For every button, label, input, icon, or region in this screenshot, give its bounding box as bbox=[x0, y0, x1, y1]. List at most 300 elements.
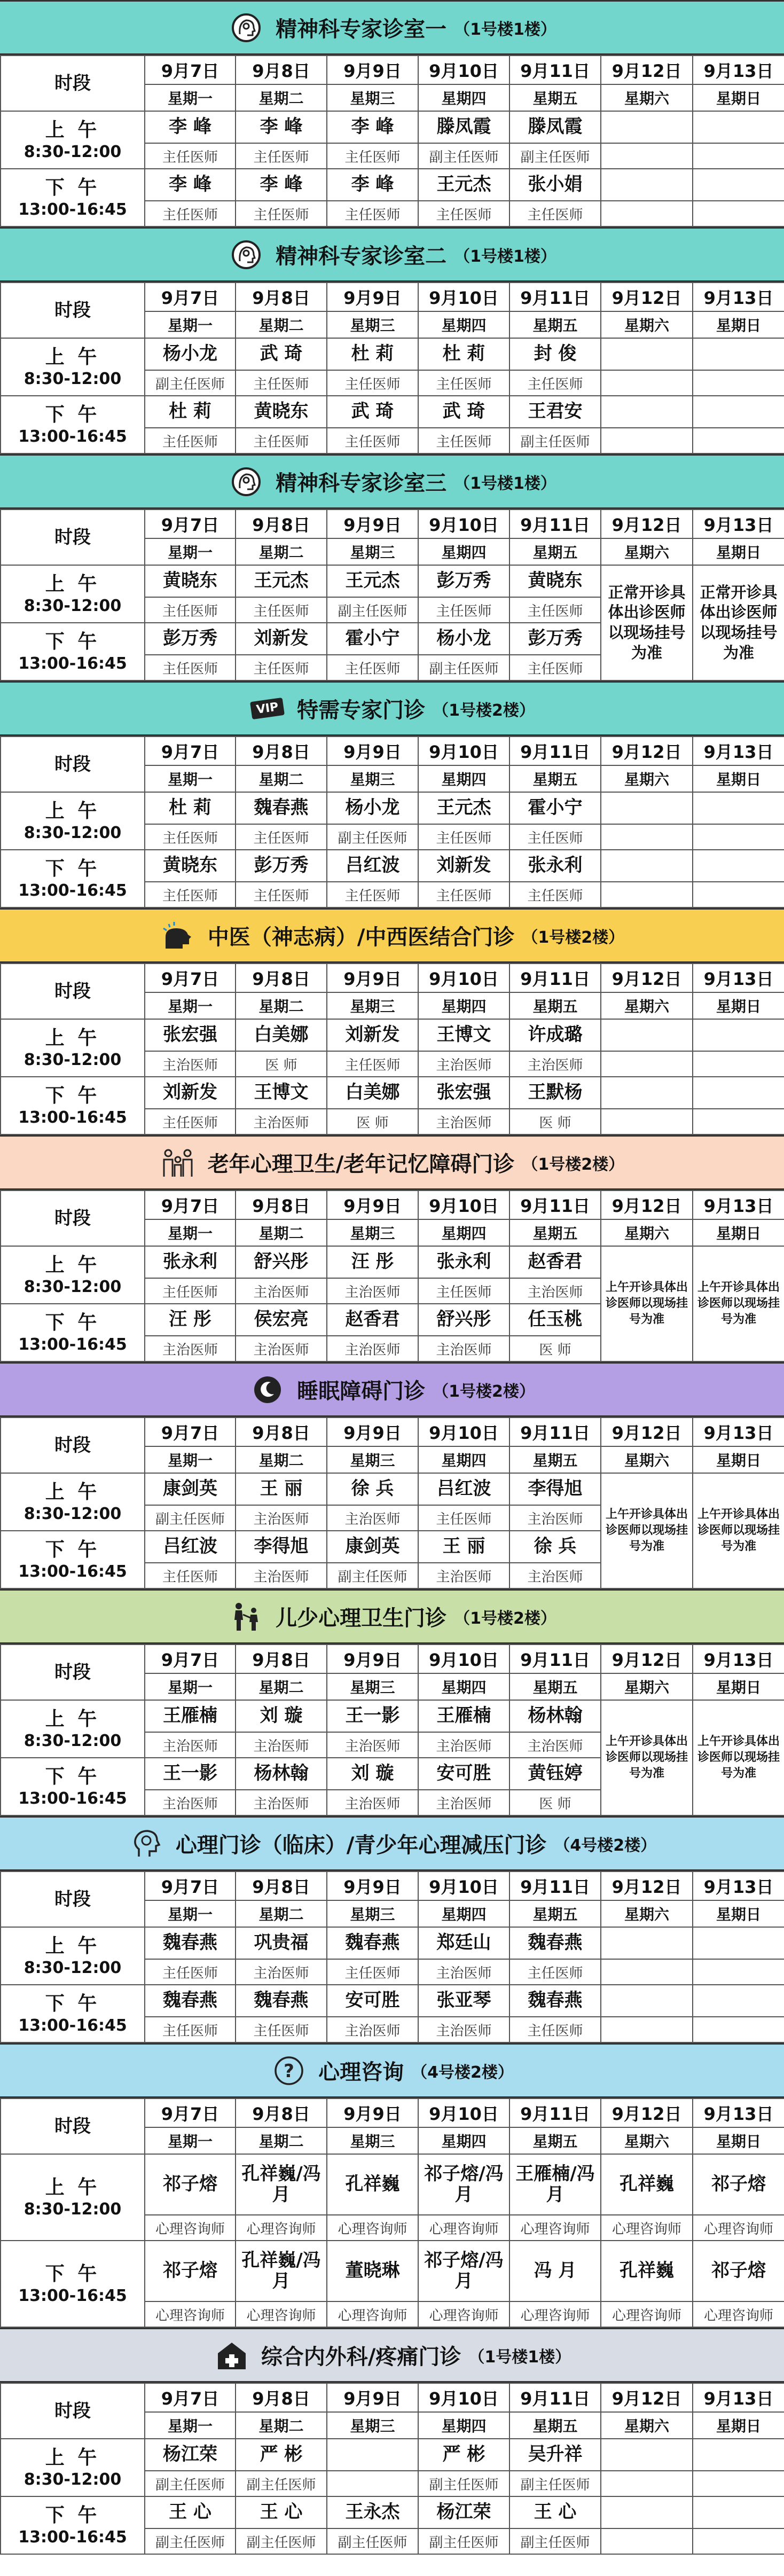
section-title: 综合内外科/疼痛门诊 bbox=[261, 2345, 461, 2369]
afternoon-period bbox=[1, 1758, 145, 1815]
doctor-name: 杜 莉 bbox=[327, 338, 418, 370]
medical-kit-icon bbox=[213, 2339, 250, 2371]
weekday-cell: 星期六 bbox=[601, 2412, 693, 2439]
weekday-cell: 星期二 bbox=[236, 1673, 327, 1700]
doctor-name: 安可胜 bbox=[327, 1985, 418, 2017]
doctor-name: 孔祥巍 bbox=[601, 2154, 693, 2215]
morning-period bbox=[1, 338, 145, 396]
weekday-cell: 星期一 bbox=[145, 2127, 236, 2154]
doctor-title: 医 师 bbox=[509, 1790, 601, 1815]
doctor-title bbox=[601, 370, 693, 396]
doctor-name: 祁子熔 bbox=[145, 2154, 236, 2215]
date-cell: 9月12日 bbox=[601, 737, 693, 765]
doctor-title: 主治医师 bbox=[509, 1505, 601, 1531]
date-cell: 9月10日 bbox=[418, 1872, 509, 1900]
doctor-title: 主治医师 bbox=[145, 1051, 236, 1077]
morning-period bbox=[1, 1473, 145, 1531]
doctor-name bbox=[693, 792, 784, 824]
doctor-title bbox=[601, 2471, 693, 2496]
doctor-title: 主任医师 bbox=[145, 1278, 236, 1304]
weekday-cell: 星期三 bbox=[327, 84, 418, 111]
doctor-title: 主治医师 bbox=[327, 1790, 418, 1815]
morning-period bbox=[1, 792, 145, 850]
doctor-name: 王博文 bbox=[418, 1019, 509, 1051]
period-name: 上 午 bbox=[45, 1708, 100, 1730]
doctor-name: 彭万秀 bbox=[418, 565, 509, 597]
head-icon bbox=[228, 239, 265, 271]
date-cell: 9月7日 bbox=[145, 1418, 236, 1446]
section-location: （1号楼2楼） bbox=[433, 701, 535, 720]
clinic-section bbox=[0, 227, 784, 454]
doctor-title: 主治医师 bbox=[509, 1278, 601, 1304]
doctor-title: 主治医师 bbox=[327, 1336, 418, 1361]
doctor-name: 李 峰 bbox=[236, 169, 327, 201]
afternoon-period bbox=[1, 169, 145, 226]
doctor-title: 主任医师 bbox=[509, 597, 601, 623]
date-cell: 9月10日 bbox=[418, 56, 509, 84]
weekday-cell: 星期五 bbox=[509, 2127, 601, 2154]
doctor-title: 副主任医师 bbox=[327, 824, 418, 850]
section-title: 儿少心理卫生门诊 bbox=[276, 1606, 447, 1631]
weekday-cell: 星期三 bbox=[327, 1446, 418, 1473]
weekday-cell: 星期三 bbox=[327, 311, 418, 338]
doctor-name bbox=[601, 2439, 693, 2471]
date-cell: 9月9日 bbox=[327, 1191, 418, 1219]
doctor-title bbox=[327, 2471, 418, 2496]
doctor-title: 主任医师 bbox=[236, 597, 327, 623]
section-location: （1号楼1楼） bbox=[454, 20, 556, 39]
period-time: 13:00-16:45 bbox=[18, 2016, 127, 2035]
doctor-name: 巩贵福 bbox=[236, 1927, 327, 1959]
doctor-title bbox=[693, 370, 784, 396]
doctor-name: 彭万秀 bbox=[509, 623, 601, 655]
period-time: 8:30-12:00 bbox=[23, 823, 122, 842]
date-cell: 9月8日 bbox=[236, 1191, 327, 1219]
date-cell: 9月13日 bbox=[693, 2099, 784, 2127]
doctor-title: 主任医师 bbox=[509, 882, 601, 907]
doctor-title: 主任医师 bbox=[145, 201, 236, 226]
doctor-name: 汪 彤 bbox=[145, 1304, 236, 1336]
doctor-name: 刘 璇 bbox=[236, 1700, 327, 1732]
doctor-name: 严 彬 bbox=[418, 2439, 509, 2471]
doctor-title: 心理咨询师 bbox=[693, 2301, 784, 2327]
doctor-title bbox=[601, 1109, 693, 1134]
date-cell: 9月7日 bbox=[145, 964, 236, 992]
period-name: 上 午 bbox=[45, 119, 100, 141]
period-name: 下 午 bbox=[45, 1992, 100, 2015]
weekday-cell: 星期一 bbox=[145, 1219, 236, 1246]
doctor-title: 主任医师 bbox=[509, 2017, 601, 2042]
afternoon-period bbox=[1, 2241, 145, 2327]
date-cell: 9月7日 bbox=[145, 2383, 236, 2412]
doctor-name: 许成璐 bbox=[509, 1019, 601, 1051]
child-icon bbox=[228, 1601, 265, 1633]
afternoon-period bbox=[1, 1985, 145, 2042]
weekend-note: 上午开诊具体出诊医师以现场挂号为准 bbox=[601, 1700, 693, 1815]
schedule-table bbox=[0, 2098, 784, 2328]
date-cell: 9月13日 bbox=[693, 964, 784, 992]
period-name: 上 午 bbox=[45, 1027, 100, 1049]
doctor-title: 副主任医师 bbox=[509, 428, 601, 453]
period-header: 时段 bbox=[1, 283, 145, 338]
doctor-name: 王君安 bbox=[509, 396, 601, 428]
section-location: （1号楼2楼） bbox=[454, 1609, 556, 1628]
doctor-name: 李 峰 bbox=[327, 111, 418, 143]
morning-period bbox=[1, 2154, 145, 2241]
doctor-title: 副主任医师 bbox=[145, 370, 236, 396]
weekday-cell: 星期日 bbox=[693, 1673, 784, 1700]
date-cell: 9月7日 bbox=[145, 510, 236, 538]
doctor-name bbox=[601, 169, 693, 201]
period-name: 上 午 bbox=[45, 1481, 100, 1503]
doctor-title: 主治医师 bbox=[236, 1505, 327, 1531]
weekday-cell: 星期一 bbox=[145, 1673, 236, 1700]
doctor-name: 祁子熔 bbox=[693, 2241, 784, 2301]
clinic-section bbox=[0, 1135, 784, 1362]
doctor-name bbox=[601, 792, 693, 824]
date-cell: 9月9日 bbox=[327, 2383, 418, 2412]
morning-period bbox=[1, 1927, 145, 1985]
section-header bbox=[0, 454, 784, 509]
section-header bbox=[0, 2043, 784, 2098]
section-header bbox=[0, 0, 784, 55]
doctor-name: 康剑英 bbox=[145, 1473, 236, 1505]
weekday-cell: 星期六 bbox=[601, 992, 693, 1019]
doctor-title: 主任医师 bbox=[509, 824, 601, 850]
doctor-title bbox=[601, 2528, 693, 2554]
afternoon-period bbox=[1, 2496, 145, 2554]
weekday-cell: 星期二 bbox=[236, 84, 327, 111]
doctor-title: 主任医师 bbox=[327, 143, 418, 169]
doctor-name: 汪 彤 bbox=[327, 1246, 418, 1278]
doctor-name: 王永杰 bbox=[327, 2496, 418, 2528]
doctor-title: 副主任医师 bbox=[145, 1505, 236, 1531]
weekday-cell: 星期六 bbox=[601, 1446, 693, 1473]
weekday-cell: 星期六 bbox=[601, 2127, 693, 2154]
doctor-title: 心理咨询师 bbox=[509, 2301, 601, 2327]
doctor-title: 主治医师 bbox=[327, 2017, 418, 2042]
section-location: （4号楼2楼） bbox=[554, 1836, 657, 1855]
date-cell: 9月8日 bbox=[236, 510, 327, 538]
schedule-table bbox=[0, 736, 784, 908]
doctor-title bbox=[601, 1051, 693, 1077]
doctor-name: 李得旭 bbox=[509, 1473, 601, 1505]
doctor-name: 吕红波 bbox=[145, 1531, 236, 1563]
doctor-title: 副主任医师 bbox=[418, 655, 509, 680]
period-header: 时段 bbox=[1, 737, 145, 792]
doctor-title: 主任医师 bbox=[509, 201, 601, 226]
doctor-name: 赵香君 bbox=[509, 1246, 601, 1278]
doctor-title: 主任医师 bbox=[418, 428, 509, 453]
morning-period bbox=[1, 1246, 145, 1304]
section-header bbox=[0, 1589, 784, 1644]
period-time: 13:00-16:45 bbox=[18, 2527, 127, 2547]
period-header: 时段 bbox=[1, 510, 145, 565]
doctor-title: 主任医师 bbox=[145, 824, 236, 850]
doctor-name: 刘 璇 bbox=[327, 1758, 418, 1790]
doctor-name: 王元杰 bbox=[327, 565, 418, 597]
date-cell: 9月7日 bbox=[145, 283, 236, 311]
doctor-name: 侯宏亮 bbox=[236, 1304, 327, 1336]
doctor-name: 黄晓东 bbox=[236, 396, 327, 428]
doctor-title: 主治医师 bbox=[418, 1563, 509, 1588]
date-cell: 9月13日 bbox=[693, 283, 784, 311]
weekday-cell: 星期三 bbox=[327, 1900, 418, 1927]
doctor-name: 徐 兵 bbox=[509, 1531, 601, 1563]
weekday-cell: 星期五 bbox=[509, 84, 601, 111]
weekday-cell: 星期三 bbox=[327, 765, 418, 792]
date-cell: 9月12日 bbox=[601, 56, 693, 84]
doctor-name: 王一影 bbox=[145, 1758, 236, 1790]
doctor-title: 心理咨询师 bbox=[601, 2215, 693, 2241]
weekday-cell: 星期五 bbox=[509, 1900, 601, 1927]
weekend-note: 上午开诊具体出诊医师以现场挂号为准 bbox=[601, 1473, 693, 1588]
date-cell: 9月13日 bbox=[693, 56, 784, 84]
head-icon bbox=[228, 12, 265, 44]
section-location: （4号楼2楼） bbox=[411, 2063, 514, 2082]
doctor-name: 李 峰 bbox=[327, 169, 418, 201]
doctor-name: 康剑英 bbox=[327, 1531, 418, 1563]
doctor-title bbox=[601, 428, 693, 453]
clinic-section bbox=[0, 1362, 784, 1589]
doctor-name bbox=[693, 169, 784, 201]
doctor-name: 彭万秀 bbox=[236, 850, 327, 882]
doctor-title: 副主任医师 bbox=[418, 2528, 509, 2554]
doctor-name: 吕红波 bbox=[327, 850, 418, 882]
doctor-title bbox=[693, 428, 784, 453]
doctor-name: 白美娜 bbox=[236, 1019, 327, 1051]
clinic-section bbox=[0, 1816, 784, 2043]
doctor-name: 黄晓东 bbox=[509, 565, 601, 597]
doctor-title: 主任医师 bbox=[418, 370, 509, 396]
doctor-name: 张宏强 bbox=[418, 1077, 509, 1109]
date-cell: 9月7日 bbox=[145, 737, 236, 765]
doctor-title: 心理咨询师 bbox=[601, 2301, 693, 2327]
doctor-name: 祁子熔/冯 月 bbox=[418, 2154, 509, 2215]
doctor-name: 杜 莉 bbox=[145, 396, 236, 428]
doctor-title: 主治医师 bbox=[145, 1336, 236, 1361]
doctor-name: 杨小龙 bbox=[327, 792, 418, 824]
doctor-title: 主治医师 bbox=[509, 1732, 601, 1758]
doctor-title bbox=[693, 2528, 784, 2554]
doctor-title: 副主任医师 bbox=[236, 2528, 327, 2554]
doctor-name: 王 心 bbox=[236, 2496, 327, 2528]
period-name: 下 午 bbox=[45, 1311, 100, 1334]
doctor-title: 主治医师 bbox=[236, 1732, 327, 1758]
date-cell: 9月13日 bbox=[693, 1418, 784, 1446]
date-cell: 9月11日 bbox=[509, 283, 601, 311]
weekday-cell: 星期日 bbox=[693, 1900, 784, 1927]
doctor-title: 副主任医师 bbox=[509, 2471, 601, 2496]
doctor-title bbox=[693, 143, 784, 169]
doctor-name bbox=[327, 2439, 418, 2471]
schedule-table bbox=[0, 2383, 784, 2555]
doctor-title: 主治医师 bbox=[327, 1732, 418, 1758]
date-cell: 9月9日 bbox=[327, 1418, 418, 1446]
clinic-section bbox=[0, 2328, 784, 2555]
date-cell: 9月13日 bbox=[693, 510, 784, 538]
section-header bbox=[0, 227, 784, 282]
weekday-cell: 星期二 bbox=[236, 538, 327, 565]
period-name: 上 午 bbox=[45, 1935, 100, 1957]
section-header bbox=[0, 2328, 784, 2383]
doctor-name: 武 琦 bbox=[327, 396, 418, 428]
period-name: 下 午 bbox=[45, 1765, 100, 1788]
doctor-name: 安可胜 bbox=[418, 1758, 509, 1790]
date-cell: 9月9日 bbox=[327, 56, 418, 84]
weekday-cell: 星期二 bbox=[236, 2127, 327, 2154]
date-cell: 9月9日 bbox=[327, 2099, 418, 2127]
period-time: 13:00-16:45 bbox=[18, 1108, 127, 1127]
doctor-name: 杜 莉 bbox=[145, 792, 236, 824]
section-header bbox=[0, 1135, 784, 1190]
date-cell: 9月9日 bbox=[327, 510, 418, 538]
date-cell: 9月12日 bbox=[601, 1872, 693, 1900]
doctor-name: 王元杰 bbox=[236, 565, 327, 597]
doctor-name: 武 琦 bbox=[418, 396, 509, 428]
doctor-title: 主任医师 bbox=[327, 1959, 418, 1985]
period-header: 时段 bbox=[1, 2099, 145, 2154]
date-cell: 9月8日 bbox=[236, 737, 327, 765]
weekday-cell: 星期一 bbox=[145, 765, 236, 792]
doctor-title bbox=[693, 1109, 784, 1134]
doctor-title: 心理咨询师 bbox=[327, 2301, 418, 2327]
date-cell: 9月8日 bbox=[236, 2383, 327, 2412]
doctor-name bbox=[693, 338, 784, 370]
schedule-table bbox=[0, 1417, 784, 1589]
doctor-name: 李 峰 bbox=[145, 111, 236, 143]
weekday-cell: 星期四 bbox=[418, 1673, 509, 1700]
period-name: 上 午 bbox=[45, 346, 100, 368]
period-header: 时段 bbox=[1, 964, 145, 1019]
doctor-name bbox=[693, 850, 784, 882]
doctor-name: 王元杰 bbox=[418, 169, 509, 201]
weekday-cell: 星期三 bbox=[327, 2127, 418, 2154]
doctor-title: 主任医师 bbox=[327, 428, 418, 453]
weekend-note: 上午开诊具体出诊医师以现场挂号为准 bbox=[693, 1473, 784, 1588]
doctor-title bbox=[693, 201, 784, 226]
date-cell: 9月12日 bbox=[601, 2383, 693, 2412]
doctor-name: 魏春燕 bbox=[236, 792, 327, 824]
weekday-cell: 星期四 bbox=[418, 538, 509, 565]
weekend-note: 正常开诊具体出诊医师以现场挂号为准 bbox=[693, 565, 784, 680]
doctor-name: 冯 月 bbox=[509, 2241, 601, 2301]
date-cell: 9月10日 bbox=[418, 1418, 509, 1446]
doctor-name bbox=[601, 1927, 693, 1959]
doctor-name bbox=[601, 1985, 693, 2017]
period-name: 下 午 bbox=[45, 857, 100, 880]
morning-period bbox=[1, 111, 145, 169]
doctor-title bbox=[601, 201, 693, 226]
schedule-table bbox=[0, 1644, 784, 1816]
weekday-cell: 星期日 bbox=[693, 1219, 784, 1246]
morning-period bbox=[1, 2439, 145, 2496]
doctor-title: 主任医师 bbox=[236, 370, 327, 396]
doctor-name: 王雁楠 bbox=[418, 1700, 509, 1732]
period-time: 13:00-16:45 bbox=[18, 200, 127, 219]
doctor-name: 孔祥巍/冯 月 bbox=[236, 2154, 327, 2215]
doctor-title: 副主任医师 bbox=[418, 143, 509, 169]
weekday-cell: 星期三 bbox=[327, 2412, 418, 2439]
date-cell: 9月9日 bbox=[327, 964, 418, 992]
doctor-title: 主任医师 bbox=[145, 428, 236, 453]
doctor-name: 张永利 bbox=[145, 1246, 236, 1278]
date-cell: 9月10日 bbox=[418, 2383, 509, 2412]
weekday-cell: 星期五 bbox=[509, 538, 601, 565]
doctor-title: 主任医师 bbox=[236, 882, 327, 907]
section-header bbox=[0, 1362, 784, 1417]
period-name: 下 午 bbox=[45, 176, 100, 199]
doctor-title bbox=[693, 882, 784, 907]
doctor-name: 王雁楠 bbox=[145, 1700, 236, 1732]
doctor-title: 副主任医师 bbox=[327, 597, 418, 623]
doctor-title: 医 师 bbox=[236, 1051, 327, 1077]
date-cell: 9月11日 bbox=[509, 1872, 601, 1900]
afternoon-period bbox=[1, 396, 145, 453]
date-cell: 9月8日 bbox=[236, 56, 327, 84]
doctor-title bbox=[693, 824, 784, 850]
weekday-cell: 星期二 bbox=[236, 1446, 327, 1473]
period-time: 13:00-16:45 bbox=[18, 427, 127, 446]
section-location: （1号楼1楼） bbox=[454, 474, 556, 493]
period-time: 8:30-12:00 bbox=[23, 1958, 122, 1977]
period-time: 8:30-12:00 bbox=[23, 142, 122, 161]
question-icon bbox=[270, 2055, 308, 2087]
period-time: 8:30-12:00 bbox=[23, 1050, 122, 1069]
doctor-name: 张宏强 bbox=[145, 1019, 236, 1051]
doctor-name: 孔祥巍 bbox=[327, 2154, 418, 2215]
weekday-cell: 星期五 bbox=[509, 1219, 601, 1246]
date-cell: 9月12日 bbox=[601, 964, 693, 992]
date-cell: 9月12日 bbox=[601, 1418, 693, 1446]
section-title: 精神科专家诊室一 bbox=[276, 17, 447, 42]
weekday-cell: 星期四 bbox=[418, 311, 509, 338]
doctor-title: 主任医师 bbox=[327, 370, 418, 396]
doctor-title: 主治医师 bbox=[418, 1051, 509, 1077]
period-header: 时段 bbox=[1, 1872, 145, 1927]
weekday-cell: 星期四 bbox=[418, 1219, 509, 1246]
section-title: 心理门诊（临床）/青少年心理减压门诊 bbox=[175, 1833, 547, 1858]
period-header: 时段 bbox=[1, 1191, 145, 1246]
clinic-section bbox=[0, 681, 784, 908]
clinic-section bbox=[0, 2043, 784, 2328]
doctor-title: 主治医师 bbox=[418, 1732, 509, 1758]
period-time: 8:30-12:00 bbox=[23, 369, 122, 388]
doctor-title bbox=[693, 2471, 784, 2496]
doctor-title: 主治医师 bbox=[236, 1959, 327, 1985]
doctor-title: 主治医师 bbox=[509, 1563, 601, 1588]
date-cell: 9月13日 bbox=[693, 2383, 784, 2412]
doctor-name: 霍小宁 bbox=[509, 792, 601, 824]
weekday-cell: 星期三 bbox=[327, 1219, 418, 1246]
doctor-name: 刘新发 bbox=[236, 623, 327, 655]
doctor-title: 心理咨询师 bbox=[236, 2215, 327, 2241]
period-time: 13:00-16:45 bbox=[18, 2286, 127, 2305]
date-cell: 9月13日 bbox=[693, 1191, 784, 1219]
doctor-name: 祁子熔/冯 月 bbox=[418, 2241, 509, 2301]
doctor-name bbox=[693, 111, 784, 143]
doctor-name: 孔祥巍/冯 月 bbox=[236, 2241, 327, 2301]
doctor-name bbox=[601, 850, 693, 882]
doctor-title: 副主任医师 bbox=[509, 2528, 601, 2554]
doctor-title: 主任医师 bbox=[327, 882, 418, 907]
doctor-title bbox=[601, 824, 693, 850]
weekday-cell: 星期五 bbox=[509, 1446, 601, 1473]
section-title: 特需专家门诊 bbox=[297, 698, 426, 723]
period-time: 8:30-12:00 bbox=[23, 2470, 122, 2489]
doctor-name bbox=[693, 1019, 784, 1051]
afternoon-period bbox=[1, 1531, 145, 1588]
